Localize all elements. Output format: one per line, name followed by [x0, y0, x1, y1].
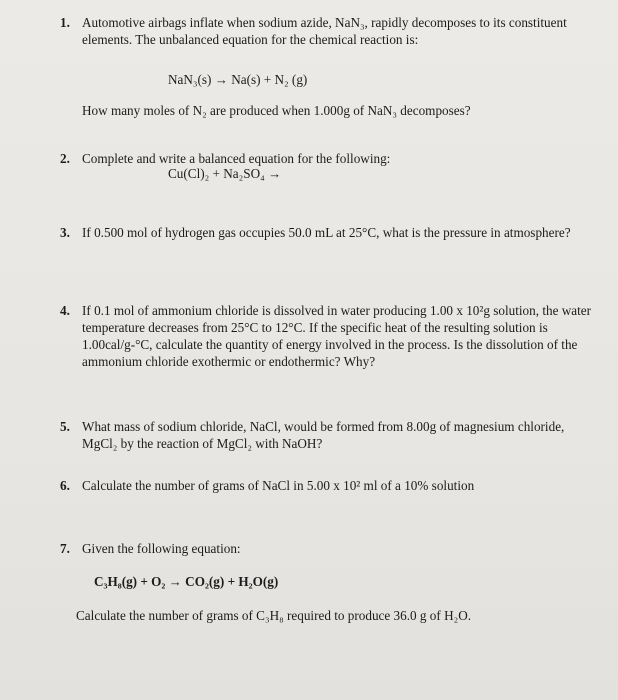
question-number: 4. [60, 303, 70, 318]
question-text: If 0.1 mol of ammonium chloride is dissolved in water producing 1.00 x 10²g solution, the water temperature decreases from 25°C to 12°C. If the specific heat of the resulting solution is 1.00cal/g-°C, calculate the quantity of energy involved in the process. Is the dissolution of the ammonium chloride exothermic or endothermic? Why? [82, 303, 592, 369]
question-text: What mass of sodium chloride, NaCl, would be formed from 8.00g of magnesium chloride, MgCl₂ by the reaction of MgCl₂ with NaOH? [82, 419, 565, 451]
equation-2: Cu(Cl)₂ + Na₂SO₄ → [168, 166, 282, 181]
question-7 [60, 540, 600, 557]
equation-7: C₃H₈(g) + O₂ → CO₂(g) + H₂O(g) [94, 574, 279, 589]
equation-1: NaN₃(s) → Na(s) + N₂ (g) [168, 72, 308, 87]
question-number: 5. [60, 419, 70, 434]
question-number: 2. [60, 151, 70, 166]
question-3 [60, 224, 600, 241]
question-text: Calculate the number of grams of NaCl in 5.00 x 10² ml of a 10% solution [82, 478, 475, 493]
question-number: 7. [60, 541, 70, 556]
question-number: 3. [60, 225, 70, 240]
question-7-followup: Calculate the number of grams of C₃H₈ required to produce 36.0 g of H₂O. [76, 608, 472, 623]
question-1 [60, 14, 600, 48]
question-text: If 0.500 mol of hydrogen gas occupies 50.0 mL at 25°C, what is the pressure in atmosphere? [82, 225, 571, 240]
question-number: 6. [60, 478, 70, 493]
question-1-followup: How many moles of N₂ are produced when 1.000g of NaN₃ decomposes? [82, 103, 471, 118]
question-text: Given the following equation: [82, 541, 241, 556]
question-4 [60, 302, 600, 370]
question-text: Complete and write a balanced equation for the following: [82, 151, 391, 166]
question-2 [60, 150, 600, 167]
question-text: Automotive airbags inflate when sodium azide, NaN₃, rapidly decomposes to its constituent elements. The unbalanced equation for the chemical reaction is: [82, 15, 567, 47]
question-number: 1. [60, 15, 70, 30]
question-6 [60, 477, 600, 494]
question-5 [60, 418, 600, 452]
